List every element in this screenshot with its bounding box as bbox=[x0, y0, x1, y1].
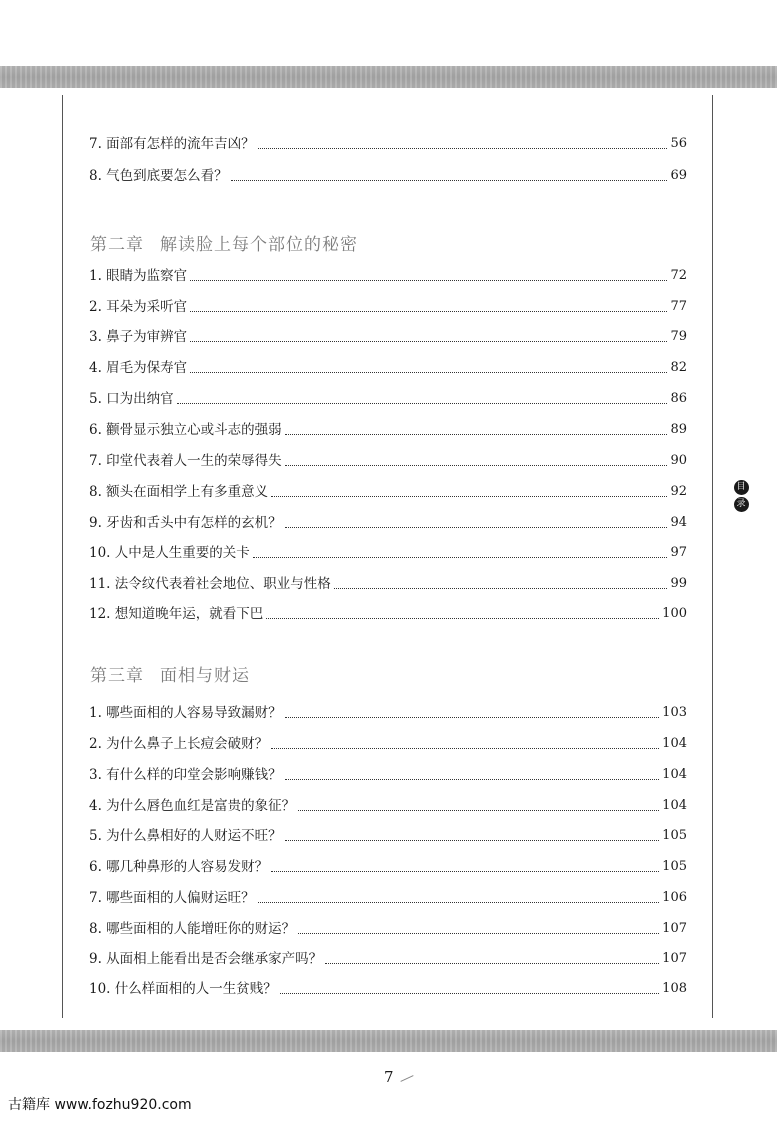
toc-entry-page: 56 bbox=[670, 136, 687, 151]
toc-entry[interactable] bbox=[89, 762, 687, 784]
toc-entry-title: 12. 想知道晚年运，就看下巴 bbox=[89, 606, 264, 622]
toc-leader bbox=[258, 148, 668, 149]
toc-entry-page: 100 bbox=[662, 606, 687, 621]
toc-entry-page: 94 bbox=[670, 515, 687, 530]
toc-entry[interactable] bbox=[89, 976, 687, 998]
toc-entry-page: 105 bbox=[662, 859, 687, 874]
toc-entry-title: 3. 有什么样的印堂会影响赚钱？ bbox=[89, 767, 282, 783]
toc-leader bbox=[190, 311, 667, 312]
toc-leader bbox=[298, 933, 659, 934]
toc-entry-title: 8. 额头在面相学上有多重意义 bbox=[89, 484, 269, 500]
toc-entry-title: 6. 颧骨显示独立心或斗志的强弱 bbox=[89, 422, 282, 438]
page-number: 7 bbox=[384, 1068, 394, 1086]
toc-entry[interactable] bbox=[89, 386, 687, 408]
toc-leader bbox=[280, 993, 659, 994]
toc-entry[interactable] bbox=[89, 540, 687, 562]
chapter-label: 第二章 bbox=[90, 235, 144, 255]
toc-entry-title: 8. 气色到底要怎么看？ bbox=[89, 168, 228, 184]
toc-entry-title: 8. 哪些面相的人能增旺你的财运？ bbox=[89, 921, 296, 937]
toc-entry-title: 5. 为什么鼻相好的人财运不旺？ bbox=[89, 828, 282, 844]
toc-entry[interactable] bbox=[89, 571, 687, 593]
toc-entry-title: 4. 眉毛为保寿官 bbox=[89, 360, 188, 376]
toc-entry-title: 2. 耳朵为采听官 bbox=[89, 299, 188, 315]
toc-entry-page: 99 bbox=[670, 576, 687, 591]
chapter-title: 面相与财运 bbox=[160, 666, 250, 686]
toc-entry-title: 4. 为什么唇色血红是富贵的象征？ bbox=[89, 798, 296, 814]
toc-leader bbox=[298, 810, 659, 811]
toc-entry-page: 69 bbox=[670, 168, 687, 183]
toc-leader bbox=[285, 717, 660, 718]
toc-entry[interactable] bbox=[89, 700, 687, 722]
toc-entry-title: 2. 为什么鼻子上长痘会破财？ bbox=[89, 736, 269, 752]
toc-entry-page: 105 bbox=[662, 828, 687, 843]
toc-entry[interactable] bbox=[89, 854, 687, 876]
toc-entry[interactable] bbox=[89, 885, 687, 907]
toc-entry-page: 107 bbox=[662, 921, 687, 936]
toc-entry-page: 89 bbox=[670, 422, 687, 437]
toc-entry[interactable] bbox=[89, 163, 687, 185]
toc-entry[interactable] bbox=[89, 823, 687, 845]
toc-entry-title: 7. 印堂代表着人一生的荣辱得失 bbox=[89, 453, 282, 469]
toc-entry-title: 1. 哪些面相的人容易导致漏财？ bbox=[89, 705, 282, 721]
toc-leader bbox=[271, 496, 667, 497]
toc-entry-title: 7. 面部有怎样的流年吉凶？ bbox=[89, 136, 255, 152]
toc-entry-title: 1. 眼睛为监察官 bbox=[89, 268, 188, 284]
toc-entry-page: 107 bbox=[662, 951, 687, 966]
toc-entry[interactable] bbox=[89, 324, 687, 346]
bottom-band bbox=[0, 1030, 777, 1052]
toc-leader bbox=[258, 902, 660, 903]
toc-entry-title: 5. 口为出纳官 bbox=[89, 391, 174, 407]
toc-entry[interactable] bbox=[89, 294, 687, 316]
chapter-2-heading bbox=[90, 230, 358, 255]
toc-leader bbox=[253, 557, 668, 558]
toc-entry-title: 10. 人中是人生重要的关卡 bbox=[89, 545, 250, 561]
toc-entry[interactable] bbox=[89, 510, 687, 532]
toc-entry-title: 9. 从面相上能看出是否会继承家产吗？ bbox=[89, 951, 323, 967]
toc-entry[interactable] bbox=[89, 417, 687, 439]
toc-entry-page: 104 bbox=[662, 798, 687, 813]
chapter-3-heading bbox=[90, 661, 250, 686]
toc-entry-title: 7. 哪些面相的人偏财运旺？ bbox=[89, 890, 255, 906]
toc-entry-title: 3. 鼻子为审辨官 bbox=[89, 329, 188, 345]
toc-entry-title: 10. 什么样面相的人一生贫贱？ bbox=[89, 981, 277, 997]
section-tab-char: 录 bbox=[734, 497, 749, 512]
toc-leader bbox=[231, 180, 668, 181]
toc-entry-page: 104 bbox=[662, 736, 687, 751]
toc-leader bbox=[285, 779, 660, 780]
toc-entry[interactable] bbox=[89, 793, 687, 815]
toc-entry-page: 90 bbox=[670, 453, 687, 468]
toc-entry-page: 79 bbox=[670, 329, 687, 344]
toc-entry-page: 97 bbox=[670, 545, 687, 560]
toc-leader bbox=[285, 840, 660, 841]
toc-entry[interactable] bbox=[89, 601, 687, 623]
right-rule bbox=[712, 95, 713, 1018]
toc-leader bbox=[285, 465, 668, 466]
left-rule bbox=[62, 95, 63, 1018]
toc-leader bbox=[285, 434, 668, 435]
page-number-mark bbox=[400, 1075, 413, 1082]
toc-entry-page: 104 bbox=[662, 767, 687, 782]
chapter-label: 第三章 bbox=[90, 666, 144, 686]
chapter-title: 解读脸上每个部位的秘密 bbox=[160, 235, 358, 255]
toc-entry-page: 103 bbox=[662, 705, 687, 720]
watermark-text: 古籍库 www.fozhu920.com bbox=[8, 1097, 192, 1113]
toc-leader bbox=[285, 527, 668, 528]
toc-entry-title: 11. 法令纹代表着社会地位、职业与性格 bbox=[89, 576, 331, 592]
toc-entry-page: 77 bbox=[670, 299, 687, 314]
section-tab-char: 目 bbox=[734, 480, 749, 495]
toc-leader bbox=[190, 280, 667, 281]
toc-entry[interactable] bbox=[89, 131, 687, 153]
toc-entry[interactable] bbox=[89, 263, 687, 285]
toc-entry-page: 108 bbox=[662, 981, 687, 996]
toc-entry-page: 72 bbox=[670, 268, 687, 283]
toc-leader bbox=[190, 341, 667, 342]
toc-entry-page: 82 bbox=[670, 360, 687, 375]
toc-leader bbox=[266, 618, 659, 619]
toc-entry-page: 86 bbox=[670, 391, 687, 406]
toc-entry-page: 92 bbox=[670, 484, 687, 499]
section-tab bbox=[733, 480, 749, 514]
top-band bbox=[0, 66, 777, 88]
toc-leader bbox=[177, 403, 668, 404]
toc-leader bbox=[190, 372, 667, 373]
toc-leader bbox=[334, 588, 668, 589]
toc-leader bbox=[271, 871, 659, 872]
toc-entry[interactable] bbox=[89, 355, 687, 377]
toc-entry-title: 6. 哪几种鼻形的人容易发财？ bbox=[89, 859, 269, 875]
toc-leader bbox=[325, 963, 659, 964]
toc-entry-page: 106 bbox=[662, 890, 687, 905]
toc-entry[interactable] bbox=[89, 448, 687, 470]
toc-entry-title: 9. 牙齿和舌头中有怎样的玄机？ bbox=[89, 515, 282, 531]
toc-entry[interactable] bbox=[89, 946, 687, 968]
toc-entry[interactable] bbox=[89, 916, 687, 938]
toc-leader bbox=[271, 748, 659, 749]
toc-entry[interactable] bbox=[89, 479, 687, 501]
toc-entry[interactable] bbox=[89, 731, 687, 753]
